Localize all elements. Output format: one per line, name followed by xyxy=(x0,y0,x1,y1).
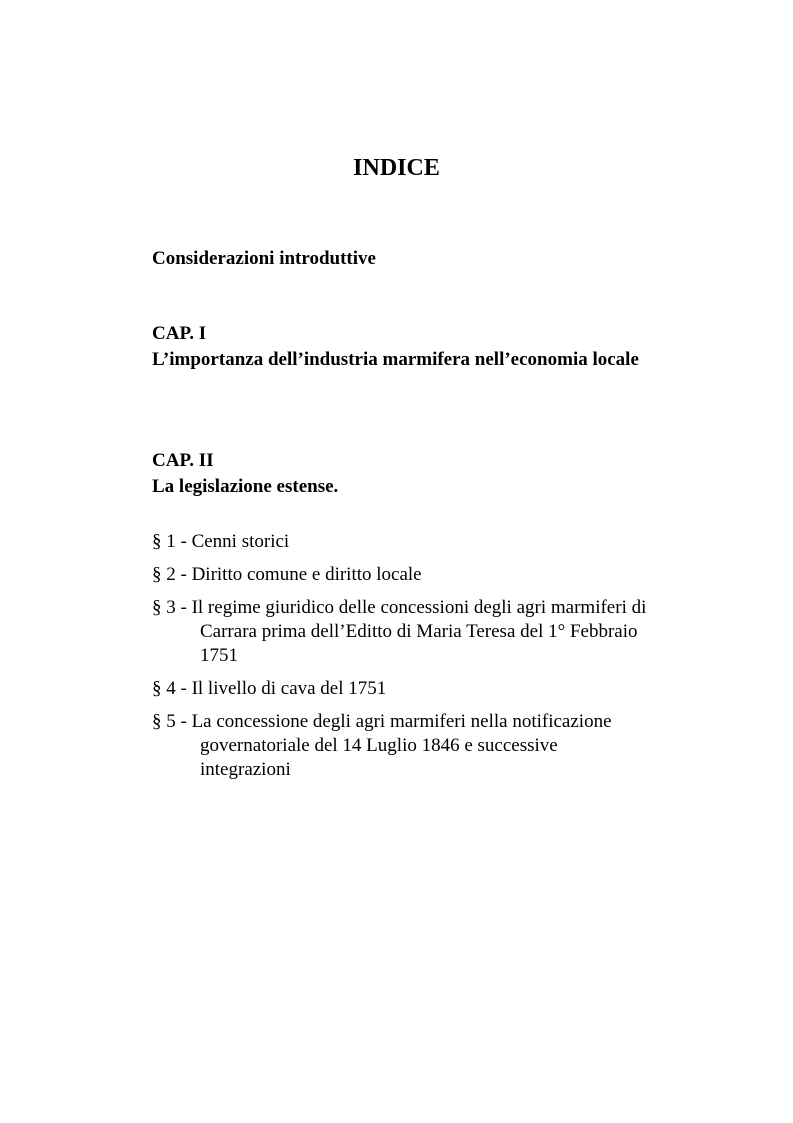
section-5: § 5 - La concessione degli agri marmiferi nella notificazione governatoriale del 14 Luglio 1846 e successive integrazioni xyxy=(152,711,612,780)
section-4: § 4 - Il livello di cava del 1751 xyxy=(152,678,387,699)
chapter-2-entry xyxy=(152,448,672,500)
chapter-1-number: CAP. I xyxy=(152,323,207,344)
section-3: § 3 - Il regime giuridico delle concessioni degli agri marmiferi di Carrara prima dell’Editto di Maria Teresa del 1° Febbraio 1751 xyxy=(152,597,647,666)
section-list xyxy=(152,530,652,791)
section-2: § 2 - Diritto comune e diritto locale xyxy=(152,564,422,585)
chapter-2-title: La legislazione estense. xyxy=(152,476,339,497)
chapter-1-entry xyxy=(152,321,672,373)
intro-heading: Considerazioni introduttive xyxy=(152,248,376,269)
intro-entry xyxy=(152,246,672,272)
section-1: § 1 - Cenni storici xyxy=(152,531,290,552)
chapter-2-number: CAP. II xyxy=(152,450,214,471)
page-title: INDICE xyxy=(353,155,440,181)
chapter-1-title: L’importanza dell’industria marmifera nell’economia locale xyxy=(152,349,639,370)
